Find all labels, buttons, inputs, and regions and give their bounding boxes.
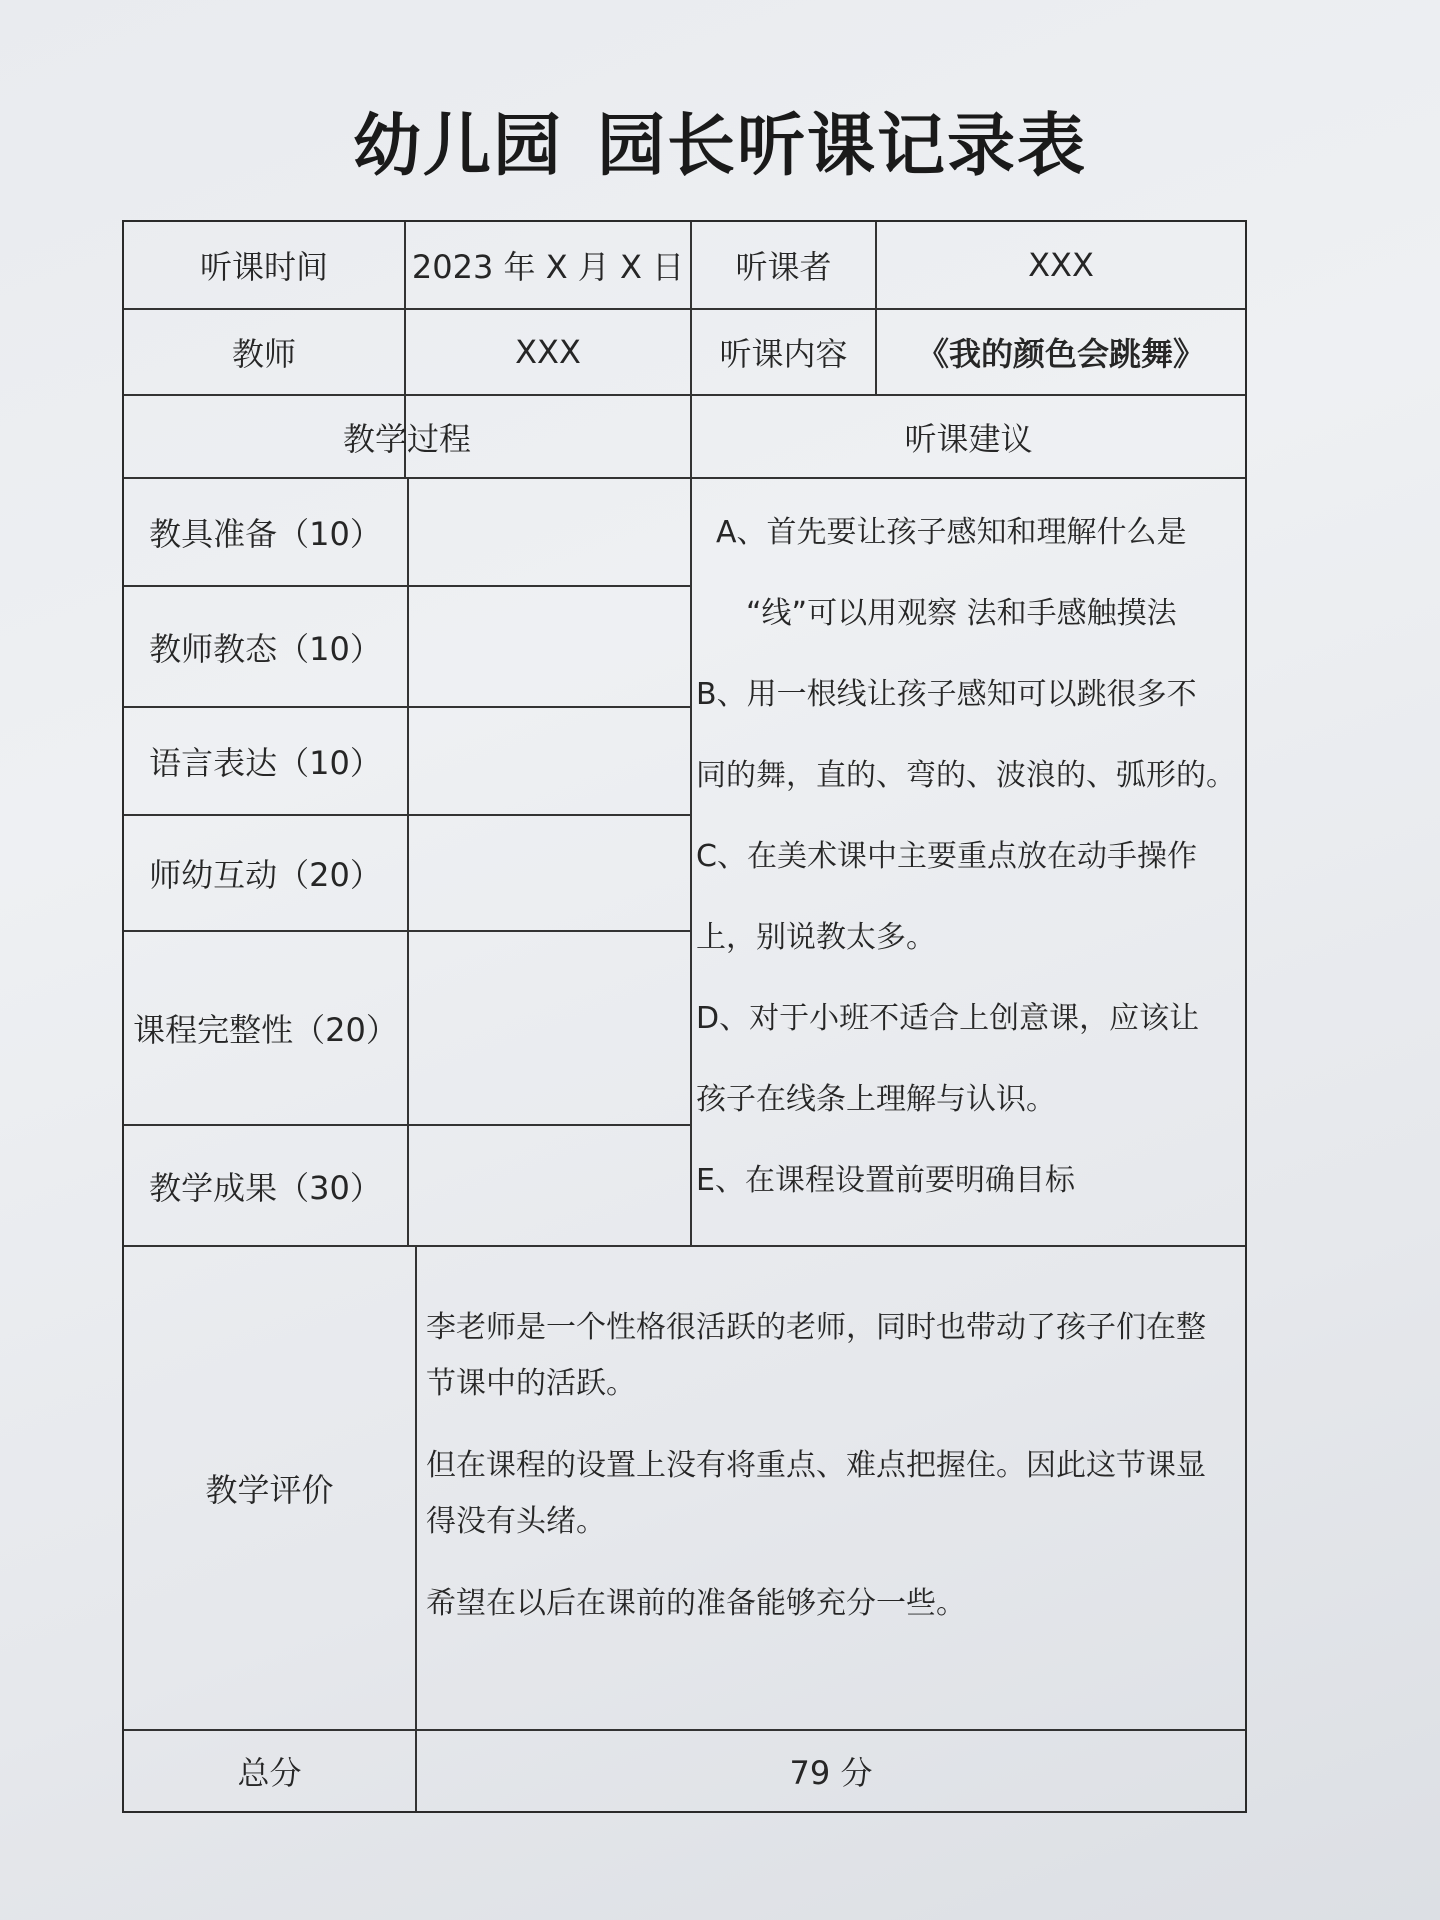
criterion-teaching-results: 教学成果（30） <box>149 1168 382 1207</box>
criterion-language-expression: 语言表达（10） <box>149 744 382 782</box>
score-language-expression <box>409 708 690 814</box>
criterion-teaching-aids: 教具准备（10） <box>149 515 382 553</box>
title-part-kindergarten: 幼儿园 <box>352 107 563 186</box>
listener-label: 听课者 <box>735 248 832 286</box>
lesson-content-value: 《我的颜色会跳舞》 <box>916 335 1205 373</box>
score-teaching-results <box>409 1126 690 1245</box>
suggestion-line: E、在课程设置前要明确目标 <box>696 1163 1075 1198</box>
evaluation-line: 李老师是一个性格很活跃的老师，同时也带动了孩子们在整 <box>426 1310 1206 1345</box>
evaluation-line: 希望在以后在课前的准备能够充分一些。 <box>426 1586 966 1621</box>
suggestion-text <box>696 492 1236 1221</box>
score-teaching-aids <box>409 479 690 585</box>
evaluation-label: 教学评价 <box>205 1471 334 1509</box>
suggestion-line: D、对于小班不适合上创意课，应该让 <box>696 1001 1200 1036</box>
lesson-content-label: 听课内容 <box>719 335 848 373</box>
suggestion-line: 孩子在线条上理解与认识。 <box>696 1082 1056 1117</box>
teacher-label: 教师 <box>231 335 296 373</box>
criterion-course-completeness: 课程完整性（20） <box>133 1011 398 1049</box>
suggestion-line: C、在美术课中主要重点放在动手操作 <box>696 839 1197 874</box>
listener-value: XXX <box>1028 246 1094 284</box>
score-teacher-child-interaction <box>409 816 690 930</box>
listen-time-value: 2023 年 X 月 X 日 <box>411 248 685 286</box>
listen-time-label: 听课时间 <box>199 248 328 286</box>
suggestion-line: A、首先要让孩子感知和理解什么是 <box>716 515 1187 550</box>
score-course-completeness <box>409 932 690 1124</box>
suggestion-line: “线”可以用观察 法和手感触摸法 <box>746 596 1177 631</box>
score-teacher-manner <box>409 587 690 706</box>
suggestion-line: B、用一根线让孩子感知可以跳很多不 <box>696 677 1197 712</box>
suggestion-header: 听课建议 <box>904 419 1033 458</box>
evaluation-line: 但在课程的设置上没有将重点、难点把握住。因此这节课显 <box>426 1448 1206 1483</box>
total-score-label: 总分 <box>237 1754 302 1792</box>
teacher-value: XXX <box>515 333 581 371</box>
suggestion-line: 上，别说教太多。 <box>696 920 936 955</box>
suggestion-line: 同的舞，直的、弯的、波浪的、弧形的。 <box>696 758 1236 793</box>
teaching-process-header: 教学过程 <box>342 419 471 458</box>
criterion-teacher-child-interaction: 师幼互动（20） <box>149 856 382 894</box>
total-score-value: 79 分 <box>789 1754 873 1792</box>
evaluation-text <box>426 1300 1231 1632</box>
page-title <box>0 92 1440 189</box>
title-part-form-name: 园长听课记录表 <box>597 107 1088 186</box>
criterion-teacher-manner: 教师教态（10） <box>149 629 382 668</box>
evaluation-line: 得没有头绪。 <box>426 1504 606 1539</box>
evaluation-line: 节课中的活跃。 <box>426 1366 636 1401</box>
